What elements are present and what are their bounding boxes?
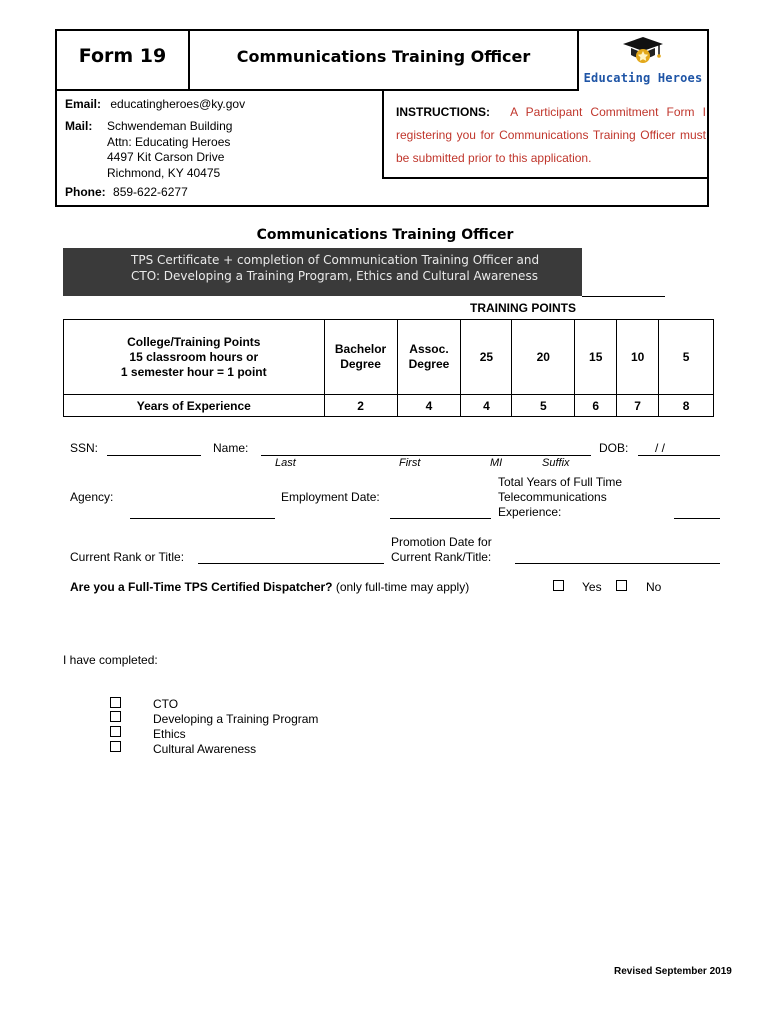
points-cell: 15 [575, 320, 617, 395]
yes-label: Yes [582, 580, 602, 594]
employment-date-label: Employment Date: [281, 490, 380, 504]
label-line: Telecommunications [498, 490, 607, 504]
name-part-mi: MI [490, 457, 503, 469]
total-years-field[interactable] [674, 518, 720, 519]
mail-label: Mail: [65, 119, 93, 133]
mail-line: 4497 Kit Carson Drive [107, 150, 225, 164]
mail-line: Attn: Educating Heroes [107, 134, 231, 149]
training-points-table [63, 319, 714, 417]
cell-text: Degree [408, 357, 450, 371]
phone-number: 859-622-6277 [113, 185, 188, 199]
form-number: Form 19 [78, 45, 167, 67]
dispatcher-question [70, 580, 469, 594]
bachelor-degree-cell [324, 320, 397, 395]
training-points-label: TRAINING POINTS [470, 301, 577, 315]
ssn-label: SSN: [70, 441, 99, 455]
years-cell: 8 [659, 395, 714, 417]
cultural-awareness-checkbox[interactable] [110, 741, 121, 752]
dob-label: DOB: [599, 441, 629, 455]
logo [577, 31, 707, 91]
list-item: CTO [153, 697, 179, 711]
completed-list [153, 697, 318, 757]
requirements-band [63, 248, 582, 296]
years-cell: 6 [575, 395, 617, 417]
band-underline [582, 296, 665, 297]
name-part-suffix: Suffix [542, 457, 570, 469]
list-item: Developing a Training Program [153, 712, 319, 726]
mail-line: Richmond, KY 40475 [107, 165, 221, 180]
instructions-body: A Participant Commitment Form I registering you for Communications Training Officer must be submitted prior to this application. [396, 105, 706, 165]
no-label: No [646, 580, 662, 594]
logo-text: Educating Heroes [583, 71, 703, 85]
college-points-cell [64, 320, 325, 395]
phone-label: Phone: [65, 185, 106, 199]
promotion-date-label [391, 535, 492, 565]
label-line: Total Years of Full Time [498, 475, 623, 489]
email-row [65, 97, 245, 111]
agency-label: Agency: [70, 490, 114, 504]
years-cell: 7 [617, 395, 659, 417]
completed-label: I have completed: [63, 653, 158, 667]
ssn-field[interactable] [107, 455, 201, 456]
phone-row [65, 185, 188, 199]
years-cell: 2 [324, 395, 397, 417]
header-title: Communications Training Officer [236, 47, 531, 66]
dob-field[interactable] [638, 455, 720, 456]
label-line: Promotion Date for [391, 535, 492, 549]
points-cell: 25 [461, 320, 512, 395]
question-note: (only full-time may apply) [332, 580, 470, 594]
instructions-label: INSTRUCTIONS: [396, 105, 490, 119]
current-rank-label: Current Rank or Title: [70, 550, 185, 564]
requirements-text [131, 252, 571, 284]
form-number-cell [57, 31, 190, 91]
list-item: Cultural Awareness [153, 742, 257, 756]
name-part-last: Last [275, 457, 296, 469]
current-rank-field[interactable] [198, 563, 384, 564]
list-item: Ethics [153, 727, 186, 741]
cell-text: Assoc. [409, 342, 449, 356]
name-part-first: First [399, 457, 421, 469]
assoc-degree-cell [397, 320, 461, 395]
cto-checkbox[interactable] [110, 697, 121, 708]
points-cell: 5 [659, 320, 714, 395]
label-line: Current Rank/Title: [391, 550, 492, 564]
points-cell: 10 [617, 320, 659, 395]
label-line: Experience: [498, 505, 562, 519]
years-cell: 5 [512, 395, 575, 417]
employment-date-field[interactable] [390, 518, 491, 519]
years-experience-label: Years of Experience [64, 395, 325, 417]
revision-date: Revised September 2019 [614, 966, 732, 977]
ethics-checkbox[interactable] [110, 726, 121, 737]
requirements-line: CTO: Developing a Training Program, Ethics and Cultural Awareness [131, 269, 538, 283]
mail-address [107, 119, 232, 181]
instructions-text [396, 101, 706, 170]
table-row [64, 320, 714, 395]
form-header [55, 29, 709, 207]
mail-line: Schwendeman Building [107, 119, 233, 133]
graduation-badge-icon [619, 35, 667, 69]
cell-text: 1 semester hour = 1 point [120, 364, 267, 379]
total-years-label [498, 475, 622, 520]
points-cell: 20 [512, 320, 575, 395]
table-row [64, 395, 714, 417]
name-field[interactable] [261, 455, 591, 456]
dob-value: / / [655, 441, 666, 455]
question-bold: Are you a Full-Time TPS Certified Dispatcher? [70, 580, 333, 594]
email-address: educatingheroes@ky.gov [110, 97, 246, 111]
years-cell: 4 [461, 395, 512, 417]
cell-text: 15 classroom hours or [129, 349, 259, 364]
yes-checkbox[interactable] [553, 580, 564, 591]
cell-text: Bachelor [334, 342, 387, 356]
cell-text: Degree [340, 357, 381, 371]
years-cell: 4 [397, 395, 461, 417]
section-title: Communications Training Officer [256, 227, 514, 243]
cell-text: College/Training Points [127, 334, 261, 349]
agency-field[interactable] [130, 518, 275, 519]
email-label: Email: [65, 97, 102, 111]
header-title-cell [190, 31, 577, 91]
instructions-box [382, 91, 709, 179]
no-checkbox[interactable] [616, 580, 627, 591]
name-label: Name: [213, 441, 249, 455]
promotion-date-field[interactable] [515, 563, 720, 564]
training-program-checkbox[interactable] [110, 711, 121, 722]
requirements-line: TPS Certificate + completion of Communication Training Officer and [131, 253, 540, 267]
